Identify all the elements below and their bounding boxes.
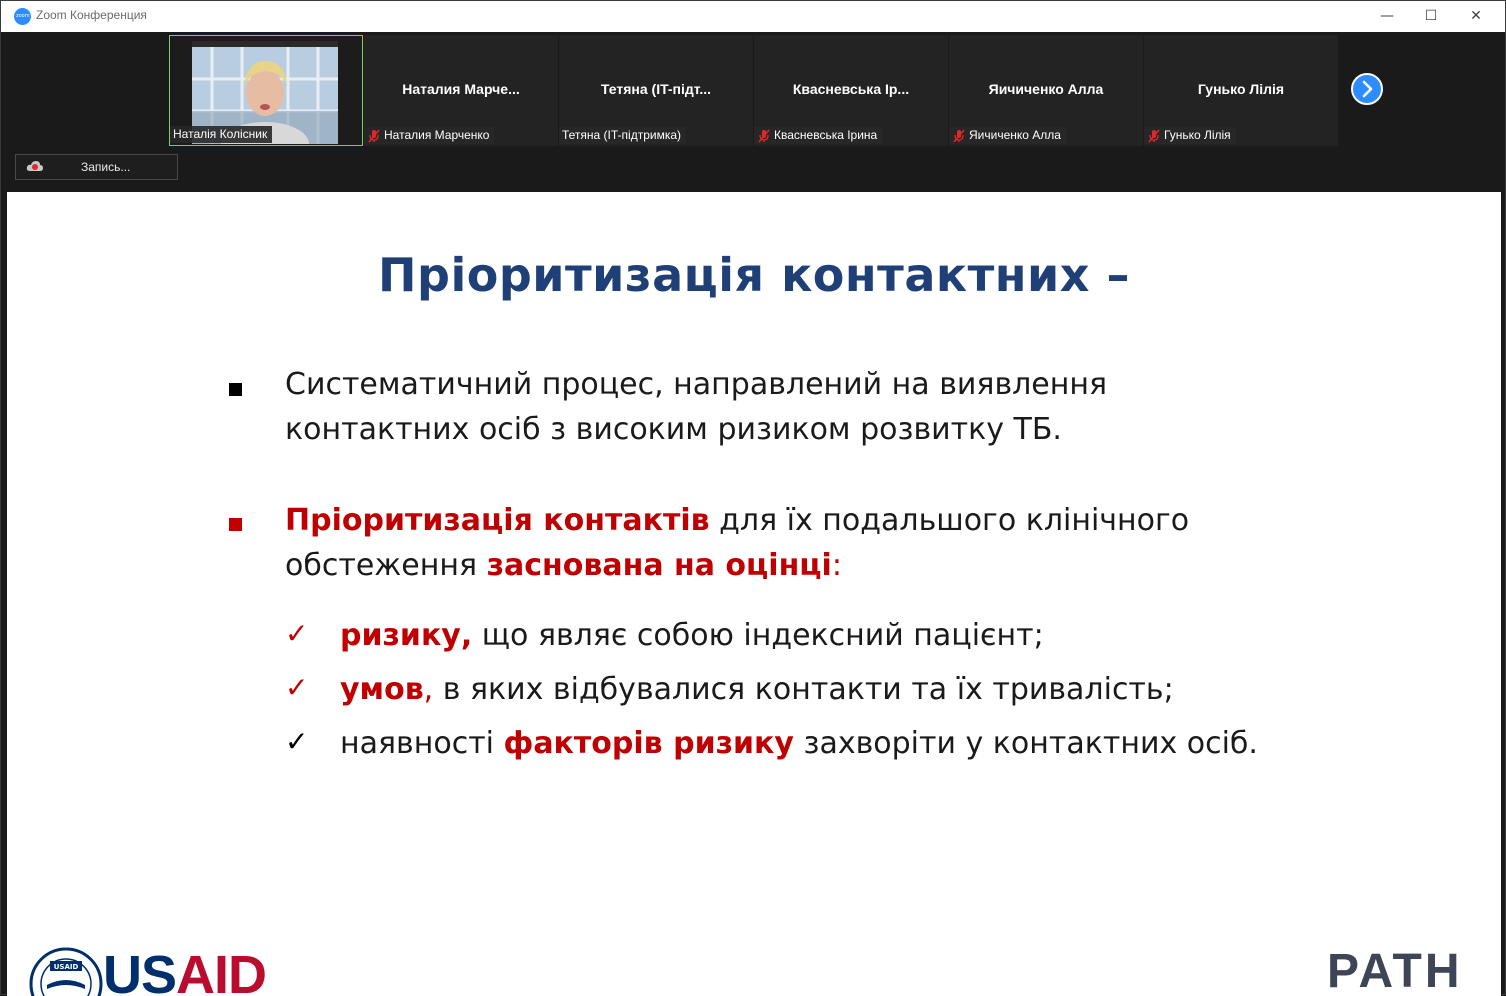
participant-label (754, 127, 882, 144)
close-button[interactable]: ✕ (1470, 8, 1482, 24)
bullet-2-text: для їх подальшого клінічного (709, 503, 1190, 538)
bullet-square-red (229, 518, 242, 531)
usaid-seal-logo (29, 947, 103, 996)
path-logo: PATH (1327, 945, 1463, 996)
zoom-icon-text: zoom (16, 13, 30, 19)
participant-name: Гунько Лілія (1197, 81, 1285, 97)
muted-mic-icon (1147, 129, 1161, 143)
participant-name: Квасневська Ір... (792, 81, 910, 97)
usaid-us: US (103, 945, 177, 996)
check-icon: ✓ (285, 725, 309, 758)
participant-tile[interactable] (1144, 35, 1338, 146)
participant-tile[interactable] (754, 35, 948, 146)
sub-bullet-1 (340, 618, 1044, 653)
highlight-text: умов (340, 672, 424, 707)
bullet-square (229, 383, 242, 396)
check-icon: ✓ (285, 671, 309, 704)
title-bar[interactable] (1, 1, 1505, 32)
slide-title: Пріоритизація контактних – (378, 248, 1130, 302)
bullet-1 (285, 362, 1285, 452)
sub-text: захворіти у контактних осіб. (793, 726, 1258, 761)
participant-label (170, 126, 272, 143)
participant-label (364, 127, 494, 144)
colon: : (831, 548, 842, 583)
participant-label-text: Квасневська Ірина (774, 128, 878, 142)
participant-label (1144, 127, 1236, 144)
participant-tile[interactable] (559, 35, 753, 146)
participant-name: Тетяна (IT-підт... (600, 81, 712, 97)
sub-bullet-3 (340, 726, 1258, 761)
window-title: Zoom Конференция (36, 8, 147, 22)
participant-label-text: Тетяна (IT-підтримка) (562, 128, 682, 142)
sub-text: в яких відбувалися контакти та їх тривалість; (433, 672, 1174, 707)
comma: , (423, 672, 434, 707)
muted-mic-icon (367, 129, 381, 143)
sub-bullet-2 (340, 672, 1174, 707)
usaid-logo-text (103, 944, 266, 996)
bullet-1-line-1: Систематичний процес, направлений на виявлення (285, 367, 1108, 402)
usaid-aid: AID (176, 945, 267, 996)
participant-label-text: Наталія Колісник (173, 127, 268, 141)
next-page-button[interactable] (1351, 73, 1383, 105)
shared-slide (7, 192, 1501, 996)
participant-tile-video[interactable] (169, 35, 363, 146)
participant-name: Наталия Марче... (402, 81, 520, 97)
highlight-text: ризику, (340, 618, 473, 653)
recording-label: Запись... (81, 160, 131, 174)
participant-label (949, 127, 1066, 144)
participant-name: Яичиченко Алла (988, 81, 1104, 97)
participant-label (559, 127, 686, 144)
participant-tile[interactable] (364, 35, 558, 146)
bullet-2 (285, 498, 1285, 588)
muted-mic-icon (952, 129, 966, 143)
zoom-app-icon (14, 8, 31, 25)
check-icon: ✓ (285, 617, 309, 650)
muted-mic-icon (757, 129, 771, 143)
maximize-button[interactable]: ☐ (1424, 8, 1438, 24)
participant-tile[interactable] (949, 35, 1143, 146)
participant-strip (7, 32, 1501, 192)
participant-label-text: Яичиченко Алла (969, 128, 1061, 142)
bullet-2-text: обстеження (285, 548, 487, 583)
bullet-2-line-1 (285, 498, 1285, 543)
sub-text: що являє собою індексний пацієнт; (472, 618, 1044, 653)
chevron-right-icon (1353, 75, 1381, 103)
bullet-1-line-2: контактних осіб з високим ризиком розвитку ТБ. (285, 412, 1062, 447)
cloud-record-icon (26, 159, 44, 175)
minimize-button[interactable]: — (1380, 8, 1394, 24)
bullet-2-line-2 (285, 543, 1285, 588)
participant-label-text: Наталия Марченко (384, 128, 490, 142)
cloud-recording-indicator[interactable] (15, 154, 178, 180)
sub-text: наявності (340, 726, 504, 761)
participant-label-text: Гунько Лілія (1164, 128, 1231, 142)
highlight-text: заснована на оцінці (486, 548, 832, 583)
highlight-text: Пріоритизація контактів (285, 503, 710, 538)
svg-text:USAID: USAID (53, 963, 79, 971)
highlight-text: факторів ризику (503, 726, 794, 761)
